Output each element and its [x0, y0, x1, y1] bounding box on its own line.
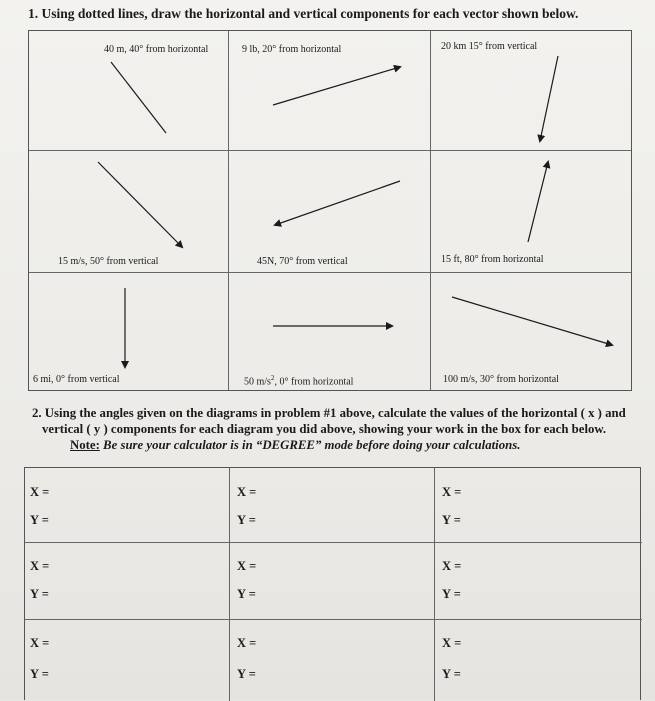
x-label: X =	[237, 636, 257, 650]
vector-arrow-6	[528, 162, 548, 242]
note-label: Note:	[70, 438, 100, 452]
answer-box-6[interactable]	[435, 543, 642, 620]
vector-arrow-2	[273, 67, 400, 105]
answer-box-2[interactable]	[230, 468, 435, 543]
y-label: Y =	[30, 513, 49, 527]
x-label: X =	[30, 636, 50, 650]
vector-arrow-1	[111, 62, 166, 133]
y-label: Y =	[442, 667, 461, 681]
x-label: X =	[442, 485, 462, 499]
vector-label-3: 20 km 15° from vertical	[441, 41, 538, 52]
y-label: Y =	[442, 587, 461, 601]
vector-label-6: 15 ft, 80° from horizontal	[441, 254, 544, 265]
answer-box-3[interactable]	[435, 468, 642, 543]
vector-label-5: 45N, 70° from vertical	[257, 256, 348, 267]
vector-arrow-4	[98, 162, 182, 247]
y-label: Y =	[237, 587, 256, 601]
note-body: Be sure your calculator is in “DEGREE” mode before doing your calculations.	[103, 438, 521, 452]
vector-label-8: 50 $m/s^2$, 0° from horizontal	[244, 374, 354, 388]
answer-box-4[interactable]	[25, 543, 230, 620]
problem-2-line-2: vertical ( y ) components for each diagram you did above, showing your work in the box for each below.	[42, 422, 607, 436]
answer-box-7[interactable]	[25, 620, 230, 701]
y-label: Y =	[237, 513, 256, 527]
answer-box-8[interactable]	[230, 620, 435, 701]
problem-2-note	[32, 437, 632, 453]
x-label: X =	[442, 636, 462, 650]
vector-arrows	[28, 30, 632, 391]
x-label: X =	[442, 559, 462, 573]
x-label: X =	[30, 559, 50, 573]
vector-label-1: 40 m, 40° from horizontal	[104, 44, 209, 55]
problem-2-instructions	[32, 405, 632, 453]
y-label: Y =	[30, 667, 49, 681]
problem-2-line-1: 2. Using the angles given on the diagrams in problem #1 above, calculate the values of the horizontal ( x ) and	[32, 406, 626, 420]
vector-label-2: 9 lb, 20° from horizontal	[242, 44, 342, 55]
y-label: Y =	[237, 667, 256, 681]
answer-box-5[interactable]	[230, 543, 435, 620]
answer-grid	[24, 467, 641, 700]
problem-1-title: 1. Using dotted lines, draw the horizontal and vertical components for each vector shown below.	[28, 6, 579, 21]
vector-label-4: 15 m/s, 50° from vertical	[58, 256, 159, 267]
vector-label-9: 100 m/s, 30° from horizontal	[443, 374, 559, 385]
x-label: X =	[30, 485, 50, 499]
x-label: X =	[237, 559, 257, 573]
x-label: X =	[237, 485, 257, 499]
y-label: Y =	[442, 513, 461, 527]
vector-arrow-3	[540, 56, 558, 141]
answer-box-1[interactable]	[25, 468, 230, 543]
vector-arrow-9	[452, 297, 612, 345]
vector-label-7: 6 mi, 0° from vertical	[33, 374, 120, 385]
y-label: Y =	[30, 587, 49, 601]
answer-box-9[interactable]	[435, 620, 642, 701]
vector-arrow-5	[275, 181, 400, 225]
